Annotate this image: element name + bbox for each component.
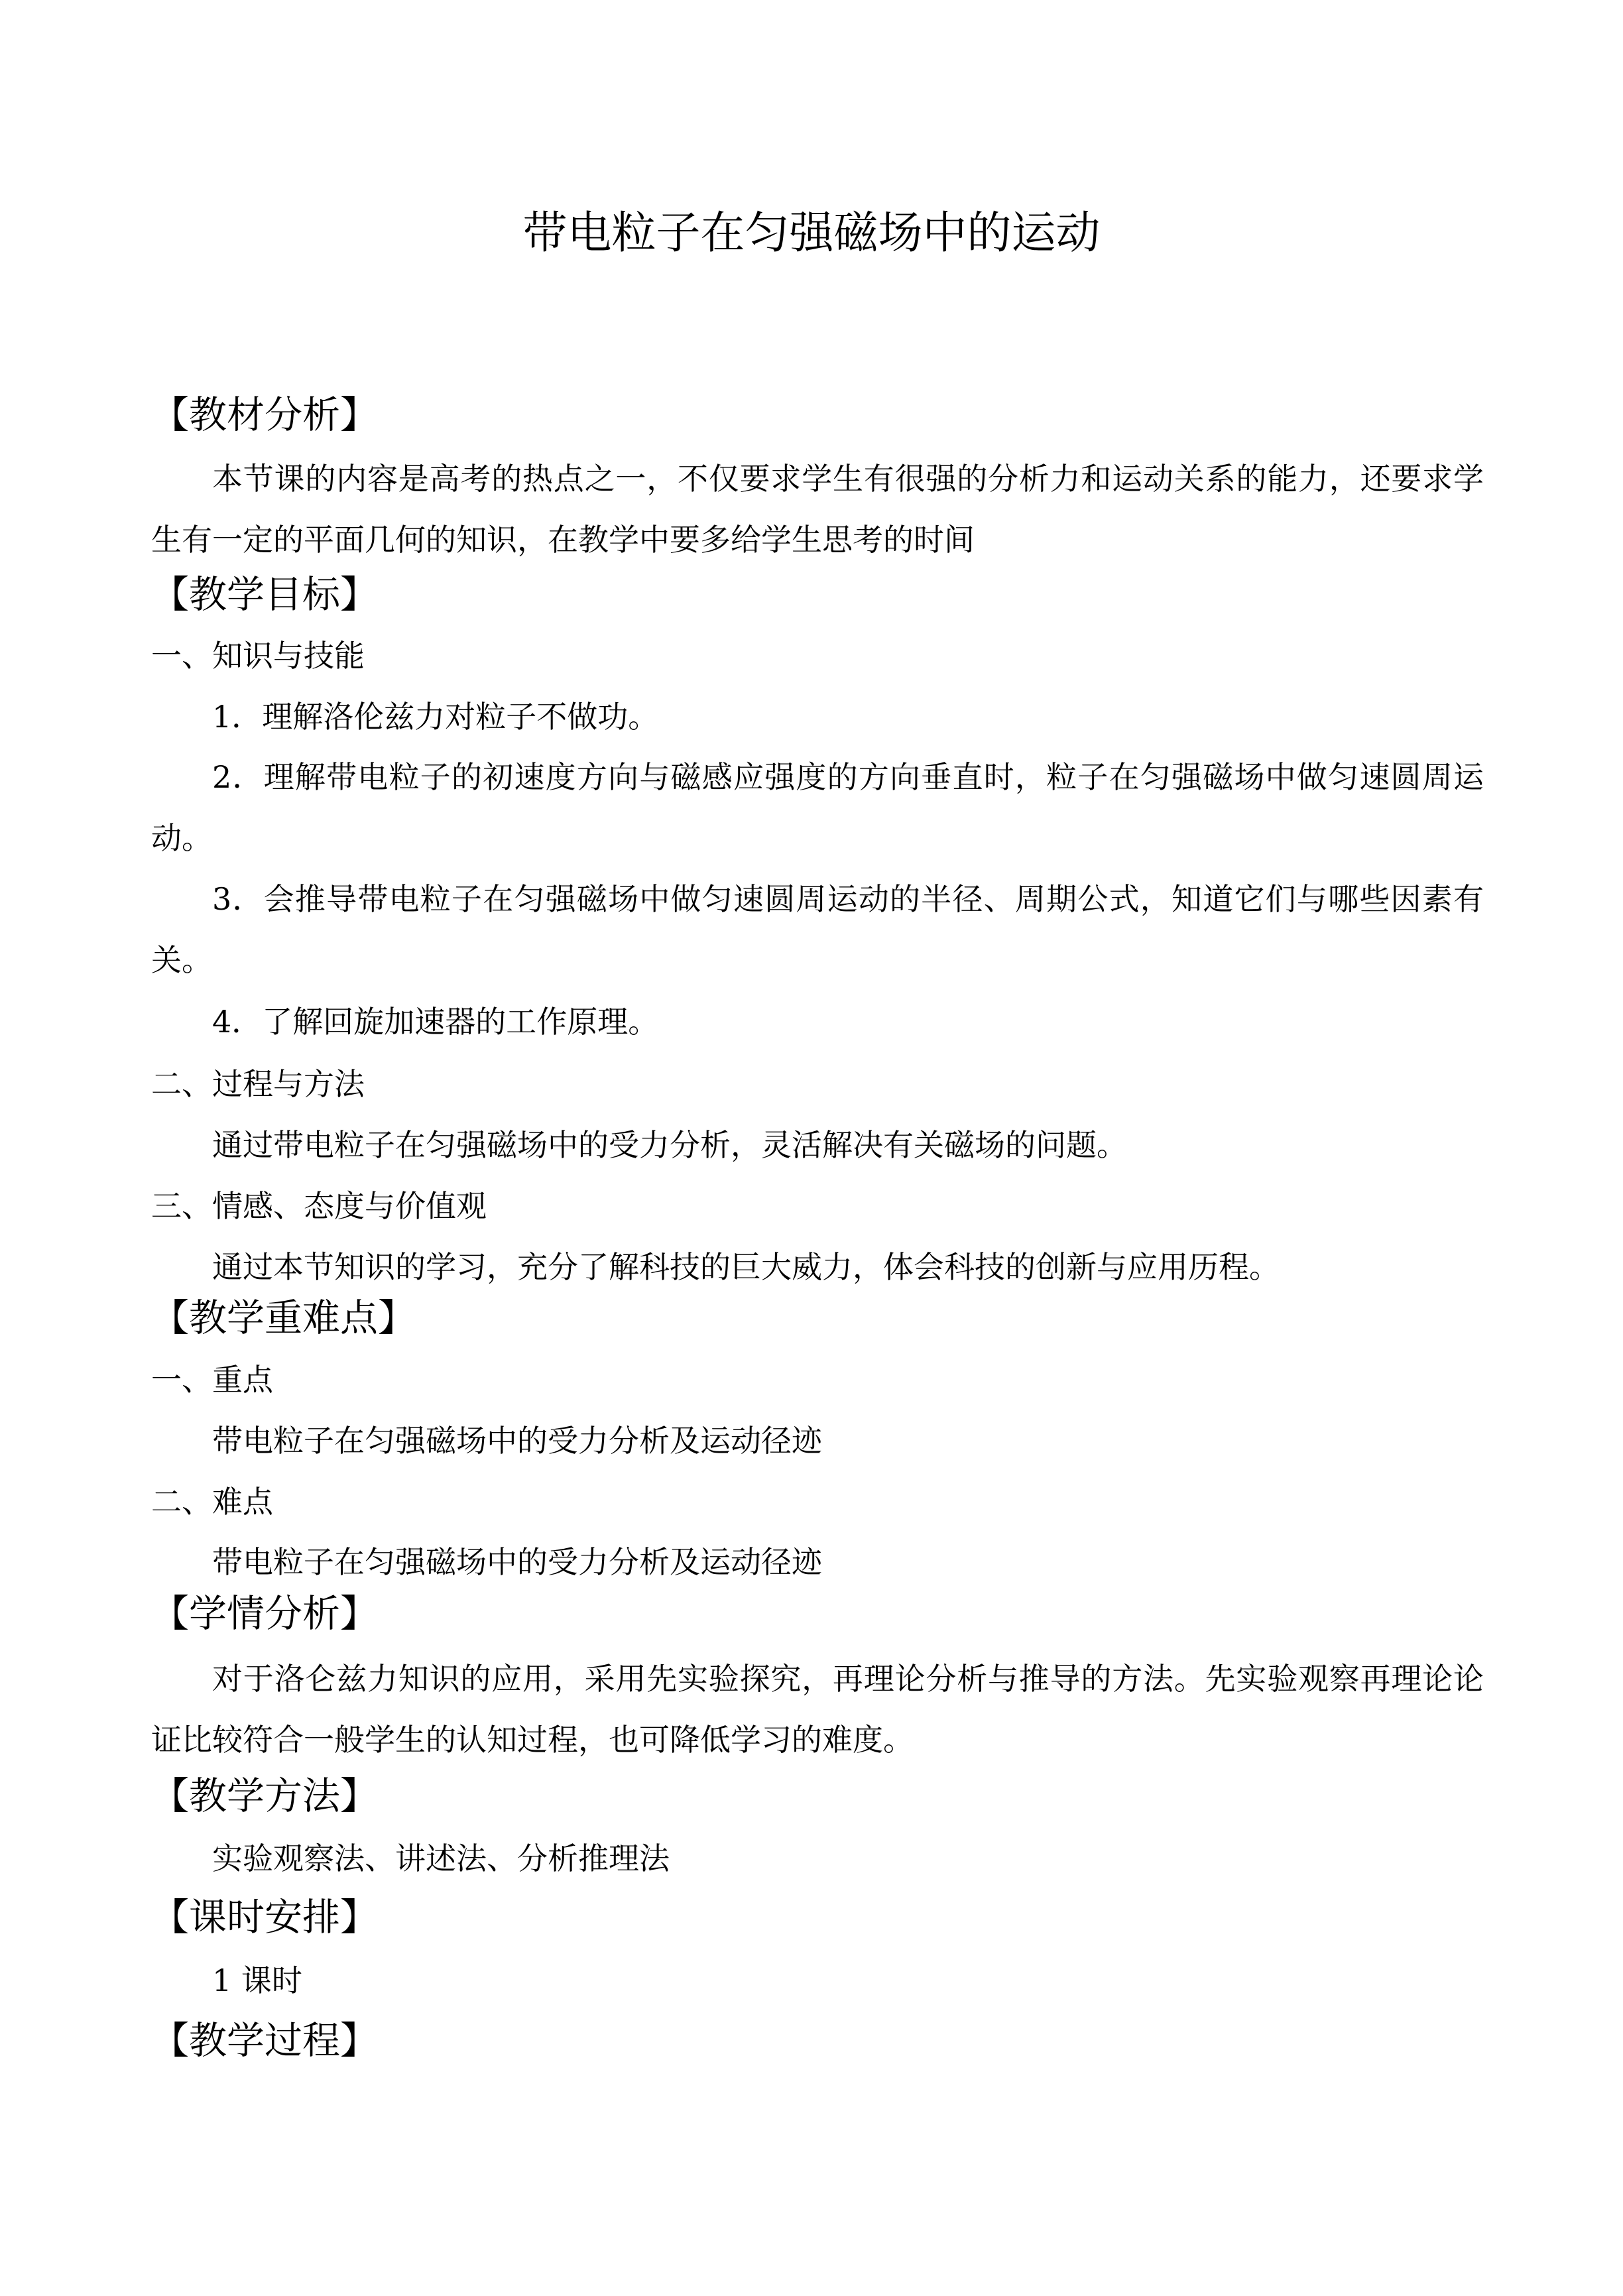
process-methods-text: 通过带电粒子在匀强磁场中的受力分析，灵活解决有关磁场的问题。	[212, 1127, 1127, 1163]
key-point-text: 带电粒子在匀强磁场中的受力分析及运动径迹	[212, 1423, 822, 1459]
goal-item-1: 1．理解洛伦兹力对粒子不做功。	[212, 699, 659, 735]
heading-schedule: 【课时安排】	[151, 1896, 378, 1939]
student-analysis-paragraph: 对于洛仑兹力知识的应用，采用先实验探究，再理论分析与推导的方法。先实验观察再理论论证比较符合一般学生的认知过程，也可降低学习的难度。	[151, 1661, 1484, 1758]
document-title: 带电粒子在匀强磁场中的运动	[522, 207, 1101, 259]
heading-teaching-goals: 【教学目标】	[151, 573, 378, 617]
subheading-knowledge-skills: 一、知识与技能	[151, 638, 365, 674]
subheading-difficult: 二、难点	[151, 1484, 273, 1520]
heading-teaching-process: 【教学过程】	[151, 2019, 378, 2063]
subheading-emotion-values: 三、情感、态度与价值观	[151, 1188, 487, 1224]
subheading-process-methods: 二、过程与方法	[151, 1066, 365, 1102]
heading-teaching-methods: 【教学方法】	[151, 1774, 378, 1818]
goal-item-3: 3．会推导带电粒子在匀强磁场中做匀速圆周运动的半径、周期公式，知道它们与哪些因素有关。	[151, 881, 1484, 978]
heading-student-analysis: 【学情分析】	[151, 1592, 378, 1636]
emotion-values-text: 通过本节知识的学习，充分了解科技的巨大威力，体会科技的创新与应用历程。	[212, 1249, 1280, 1285]
teaching-methods-text: 实验观察法、讲述法、分析推理法	[212, 1841, 670, 1876]
goal-item-2: 2．理解带电粒子的初速度方向与磁感应强度的方向垂直时，粒子在匀强磁场中做匀速圆周运动。	[151, 759, 1484, 856]
subheading-key: 一、重点	[151, 1362, 273, 1398]
schedule-text: 1 课时	[212, 1963, 302, 1998]
difficult-point-text: 带电粒子在匀强磁场中的受力分析及运动径迹	[212, 1544, 822, 1580]
textbook-analysis-paragraph: 本节课的内容是高考的热点之一，不仅要求学生有很强的分析力和运动关系的能力，还要求学生有一定的平面几何的知识，在教学中要多给学生思考的时间	[151, 461, 1484, 558]
goal-item-4: 4．了解回旋加速器的工作原理。	[212, 1004, 659, 1040]
heading-textbook-analysis: 【教材分析】	[151, 393, 378, 437]
heading-key-points: 【教学重难点】	[151, 1296, 416, 1340]
